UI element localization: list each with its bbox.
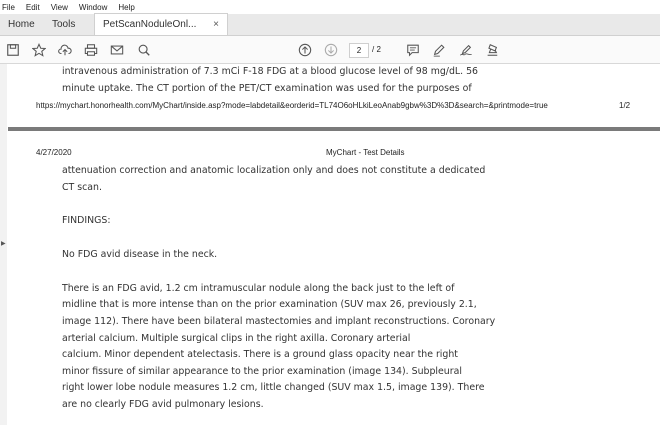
page2-header-title: MyChart - Test Details <box>326 148 405 157</box>
page-total: / 2 <box>372 45 381 54</box>
search-icon[interactable] <box>136 42 152 58</box>
page1-text-line: minute uptake. The CT portion of the PET/CT examination was used for the purposes of <box>62 83 472 94</box>
email-icon[interactable] <box>109 42 125 58</box>
save-icon[interactable] <box>5 42 21 58</box>
menu-bar <box>0 0 660 14</box>
report-text-line: CT scan. <box>62 182 102 193</box>
menu-file[interactable]: File <box>2 2 15 12</box>
report-text-line: calcium. Minor dependent atelectasis. There is a ground glass opacity near the right <box>62 349 458 360</box>
menu-edit[interactable]: Edit <box>25 2 40 12</box>
findings-heading: FINDINGS: <box>62 215 111 226</box>
report-text-line: No FDG avid disease in the neck. <box>62 249 218 260</box>
report-text-line: image 112). There have been bilateral mastectomies and implant reconstructions. Coronary <box>62 316 496 327</box>
page2-header-date: 4/27/2020 <box>36 148 72 157</box>
menu-view[interactable]: View <box>50 2 68 12</box>
toolbar <box>0 36 660 64</box>
close-tab-icon[interactable]: × <box>213 19 219 30</box>
previous-page-icon[interactable] <box>297 42 313 58</box>
highlight-pen-icon[interactable] <box>431 42 447 58</box>
report-text-line: minor fissure of similar appearance to the prior examination (image 134). Subpleural <box>62 366 462 377</box>
menu-window[interactable]: Window <box>78 2 108 12</box>
report-text-line: midline that is more intense than on the prior examination (SUV max 26, previously 2.1, <box>62 299 477 310</box>
expand-arrow-icon[interactable]: ▶ <box>1 241 6 247</box>
report-text-line: attenuation correction and anatomic localization only and does not constitute a dedicated <box>62 165 486 176</box>
report-text-line: are no clearly FDG avid pulmonary lesions. <box>62 399 264 410</box>
stamp-icon[interactable] <box>484 42 500 58</box>
report-text-line: right lower lobe nodule measures 1.2 cm, little changed (SUV max 1.5, image 139). There <box>62 382 485 393</box>
tab-document-label: PetScanNoduleOnl... <box>103 19 197 30</box>
page-divider <box>8 127 660 131</box>
menu-help[interactable]: Help <box>118 2 135 12</box>
upload-cloud-icon[interactable] <box>57 42 73 58</box>
tab-tools[interactable]: Tools <box>52 18 76 30</box>
print-icon[interactable] <box>83 42 99 58</box>
page-number-input[interactable]: 2 <box>349 43 369 58</box>
tab-document[interactable] <box>94 13 228 35</box>
page1-footer-url: https://mychart.honorhealth.com/MyChart/inside.asp?mode=labdetail&eorderid=TL74O6oHLkiLeoAnab9gbw%3D%3D&search=&printmode=true <box>36 101 548 110</box>
left-panel-toggle[interactable] <box>0 64 7 425</box>
tab-bar <box>0 14 660 36</box>
tab-home[interactable]: Home <box>8 18 35 30</box>
page1-footer-page: 1/2 <box>619 101 631 110</box>
comment-icon[interactable] <box>405 42 421 58</box>
bookmark-star-icon[interactable] <box>31 42 47 58</box>
report-text-line: There is an FDG avid, 1.2 cm intramuscular nodule along the back just to the left of <box>62 283 455 294</box>
sign-icon[interactable] <box>458 42 474 58</box>
next-page-icon[interactable] <box>323 42 339 58</box>
report-text-line: arterial calcium. Multiple surgical clips in the right axilla. Coronary arterial <box>62 333 411 344</box>
page1-text-line: intravenous administration of 7.3 mCi F-18 FDG at a blood glucose level of 98 mg/dL. 56 <box>62 66 479 77</box>
